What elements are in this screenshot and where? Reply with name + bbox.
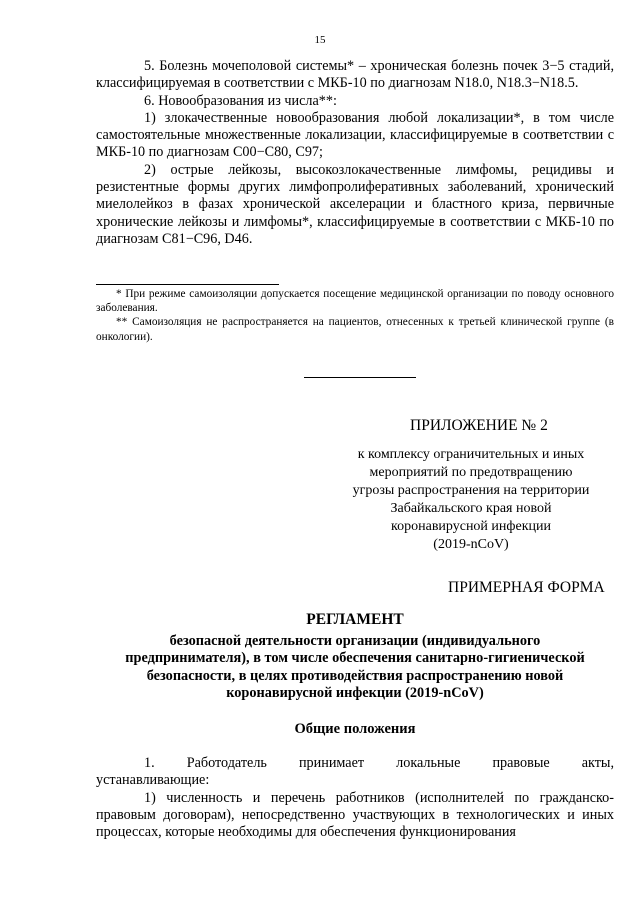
section-separator xyxy=(304,377,416,378)
paragraph-workers: 1) численность и перечень работников (исполнителей по гражданско-правовым договорам), непосредственно участвующих в технологических и иных процессах, которые необходимы для обеспечения функционирования xyxy=(96,789,614,841)
subtitle-line: предпринимателя), в том числе обеспечения санитарно-гигиенической xyxy=(125,650,585,667)
appendix-line: мероприятий по предотвращению xyxy=(369,465,573,480)
paragraph-establishing: устанавливающие: xyxy=(96,772,210,789)
form-label: ПРИМЕРНАЯ ФОРМА xyxy=(448,579,605,596)
regulation-subtitle xyxy=(96,633,614,702)
paragraph-genitourinary: 5. Болезнь мочеполовой системы* – хроническая болезнь почек 3−5 стадий, классифицируемая в соответствии с МКБ-10 по диагнозам N18.0, N18.3−N18.5. xyxy=(96,58,614,92)
footnotes xyxy=(96,287,614,344)
appendix-description xyxy=(340,446,602,554)
subtitle-line: безопасной деятельности организации (индивидуального xyxy=(169,633,541,649)
appendix-line: (2019-nCoV) xyxy=(433,537,509,552)
footnote-divider xyxy=(96,284,279,285)
footnote-2: ** Самоизоляция не распространяется на пациентов, отнесенных к третьей клинической группе (в онкологии). xyxy=(96,316,614,343)
regulation-title: РЕГЛАМЕНТ xyxy=(306,611,404,628)
section-heading: Общие положения xyxy=(294,721,416,737)
paragraph-employer: 1. Работодатель принимает локальные правовые акты, xyxy=(144,755,614,771)
appendix-line: Забайкальского края новой xyxy=(390,501,552,516)
appendix-line: коронавирусной инфекции xyxy=(391,519,551,534)
appendix-title: ПРИЛОЖЕНИЕ № 2 xyxy=(410,417,548,434)
page-number: 15 xyxy=(314,34,326,46)
main-text xyxy=(96,58,614,248)
body-text xyxy=(96,755,614,841)
footnote-1: * При режиме самоизоляции допускается посещение медицинской организации по поводу основного заболевания. xyxy=(96,288,614,315)
paragraph-malignant: 1) злокачественные новообразования любой локализации*, в том числе самостоятельные множественные локализации, классифицируемые в соответствии с МКБ-10 по диагнозам С00−С80, С97; xyxy=(96,109,614,161)
appendix-line: угрозы распространения на территории xyxy=(352,483,590,498)
paragraph-leukemia: 2) острые лейкозы, высокозлокачественные лимфомы, рецидивы и резистентные формы других лимфопролиферативных заболеваний, хронический миелолейкоз в фазах хронической акселерации и бластного криза, первичные хронические лейкозы и лимфомы*, классифицируемые в соответствии с МКБ-10 по диагнозам С81−С96, D46. xyxy=(96,161,614,247)
appendix-line: к комплексу ограничительных и иных xyxy=(357,447,585,462)
paragraph-neoplasms: 6. Новообразования из числа**: xyxy=(144,92,337,109)
subtitle-line: коронавирусной инфекции (2019-nCoV) xyxy=(226,684,484,701)
subtitle-line: безопасности, в целях противодействия распространению новой xyxy=(146,667,564,684)
